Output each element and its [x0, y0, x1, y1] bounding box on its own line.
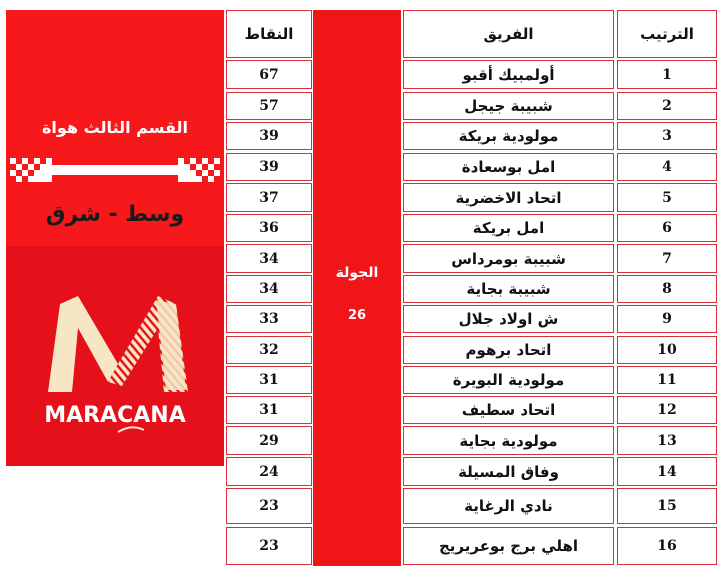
- team-cell: وفاق المسيلة: [403, 457, 614, 486]
- points-cell: 34: [226, 275, 312, 303]
- rank-cell: 10: [617, 336, 717, 364]
- points-cell: 23: [226, 527, 312, 565]
- points-cell: 36: [226, 214, 312, 242]
- points-cell: 23: [226, 488, 312, 524]
- points-cell: 29: [226, 426, 312, 455]
- brand-swoosh-icon: [116, 424, 146, 434]
- points-cell: 39: [226, 122, 312, 150]
- brand-name: MARACANA: [44, 403, 186, 428]
- team-cell: اهلي برج بوعريريج: [403, 527, 614, 565]
- rank-cell: 2: [617, 92, 717, 120]
- rank-cell: 3: [617, 122, 717, 150]
- team-cell: امل بوسعادة: [403, 153, 614, 181]
- rank-cell: 16: [617, 527, 717, 565]
- points-cell: 57: [226, 92, 312, 120]
- points-cell: 34: [226, 244, 312, 273]
- points-cell: 67: [226, 60, 312, 89]
- rank-cell: 11: [617, 366, 717, 394]
- league-panel: [6, 10, 224, 466]
- rank-cell: 1: [617, 60, 717, 89]
- rank-cell: 6: [617, 214, 717, 242]
- divider-bar: [50, 165, 178, 175]
- team-cell: مولودية بجاية: [403, 426, 614, 455]
- team-cell: أولمبيك أقبو: [403, 60, 614, 89]
- rank-cell: 5: [617, 183, 717, 212]
- round-label: الجولة: [335, 265, 379, 281]
- team-cell: نادي الرغاية: [403, 488, 614, 524]
- round-column: [313, 10, 401, 566]
- team-cell: اتحاد الاخضرية: [403, 183, 614, 212]
- round-number: 26: [347, 308, 367, 323]
- header-rank: الترتيب: [617, 10, 717, 58]
- team-cell: مولودية البويرة: [403, 366, 614, 394]
- points-cell: 39: [226, 153, 312, 181]
- points-cell: 32: [226, 336, 312, 364]
- rank-cell: 15: [617, 488, 717, 524]
- region-title: وسط - شرق: [45, 202, 185, 227]
- team-cell: شبيبة بجاية: [403, 275, 614, 303]
- division-title: القسم الثالث هواة: [41, 118, 188, 137]
- points-cell: 24: [226, 457, 312, 486]
- points-cell: 33: [226, 305, 312, 333]
- checker-pattern-left: [10, 158, 52, 182]
- rank-cell: 12: [617, 396, 717, 424]
- team-cell: اتحاد برهوم: [403, 336, 614, 364]
- checker-pattern-right: [178, 158, 220, 182]
- team-cell: اتحاد سطيف: [403, 396, 614, 424]
- rank-cell: 4: [617, 153, 717, 181]
- league-header-area: [6, 10, 224, 246]
- header-team: الفريق: [403, 10, 614, 58]
- rank-cell: 8: [617, 275, 717, 303]
- points-cell: 31: [226, 396, 312, 424]
- team-cell: شبيبة بومرداس: [403, 244, 614, 273]
- rank-cell: 14: [617, 457, 717, 486]
- points-cell: 31: [226, 366, 312, 394]
- rank-cell: 9: [617, 305, 717, 333]
- team-cell: امل بريكة: [403, 214, 614, 242]
- team-cell: شبيبة جيجل: [403, 92, 614, 120]
- maracana-logo-icon: [38, 282, 198, 394]
- team-cell: مولودية بريكة: [403, 122, 614, 150]
- rank-cell: 7: [617, 244, 717, 273]
- rank-cell: 13: [617, 426, 717, 455]
- team-cell: ش اولاد جلال: [403, 305, 614, 333]
- header-points: النقاط: [226, 10, 312, 58]
- points-cell: 37: [226, 183, 312, 212]
